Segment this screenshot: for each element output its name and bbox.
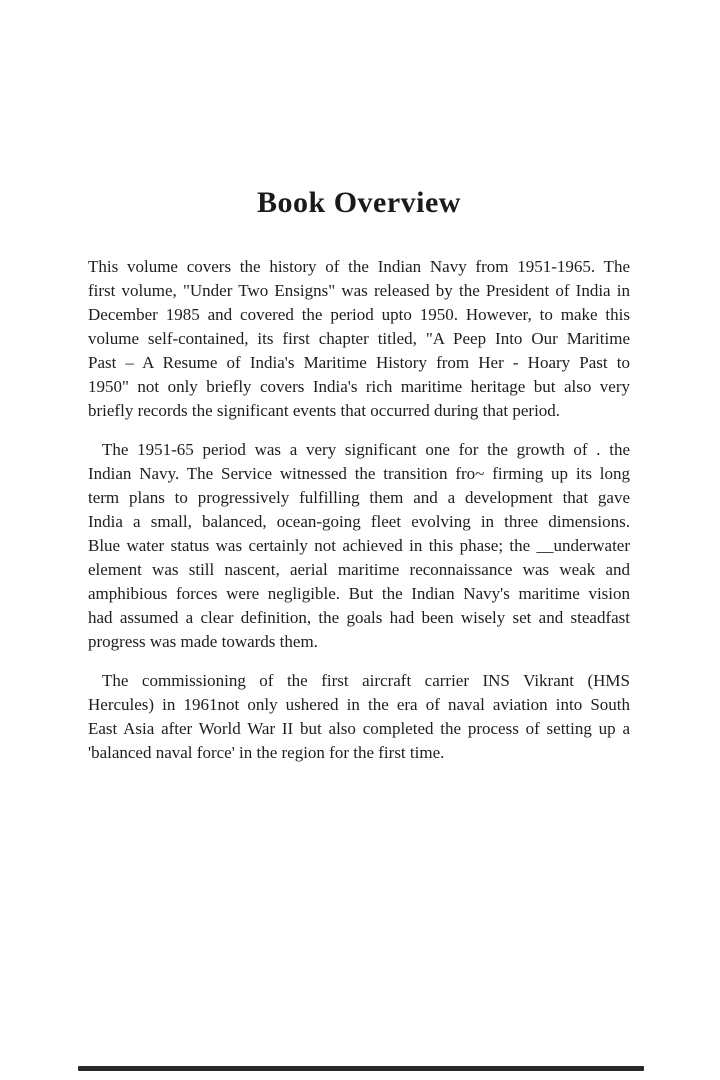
text-line: India a small, balanced, ocean-going fleet evolving in three dimensions. <box>88 512 630 531</box>
text-line: amphibious forces were negligible. But the Indian Navy's maritime vision <box>88 584 630 603</box>
text-line: The commissioning of the first aircraft carrier INS Vikrant (HMS <box>102 671 630 690</box>
text-line: Past – A Resume of India's Maritime History from Her - Hoary Past to <box>88 353 630 372</box>
text-line: 1950" not only briefly covers India's rich maritime heritage but also very <box>88 377 630 396</box>
text-line: first volume, "Under Two Ensigns" was released by the President of India in <box>88 281 630 300</box>
text-line: This volume covers the history of the Indian Navy from 1951-1965. The <box>88 257 630 276</box>
text-line: term plans to progressively fulfilling them and a development that gave <box>88 488 630 507</box>
text-line: element was still nascent, aerial maritime reconnaissance was weak and <box>88 560 630 579</box>
page-bottom-scan-artifact <box>78 1066 644 1071</box>
text-line: progress was made towards them. <box>88 632 318 651</box>
text-line: The 1951-65 period was a very significant one for the growth of . the <box>102 440 630 459</box>
text-block <box>88 255 630 765</box>
text-line: East Asia after World War II but also completed the process of setting up a <box>88 719 630 738</box>
text-line: December 1985 and covered the period upto 1950. However, to make this <box>88 305 630 324</box>
text-line: volume self-contained, its first chapter titled, "A Peep Into Our Maritime <box>88 329 630 348</box>
text-line: Hercules) in 1961not only ushered in the era of naval aviation into South <box>88 695 630 714</box>
page-title: Book Overview <box>257 186 461 219</box>
paragraph <box>88 438 630 654</box>
paragraph <box>88 255 630 423</box>
text-line: briefly records the significant events that occurred during that period. <box>88 401 561 420</box>
text-line: had assumed a clear definition, the goals had been wisely set and steadfast <box>88 608 630 627</box>
text-line: Indian Navy. The Service witnessed the transition fro~ firming up its long <box>88 464 630 483</box>
paragraph <box>88 669 630 765</box>
text-line: Blue water status was certainly not achieved in this phase; the __underwater <box>88 536 630 555</box>
text-line: 'balanced naval force' in the region for the first time. <box>88 743 445 762</box>
